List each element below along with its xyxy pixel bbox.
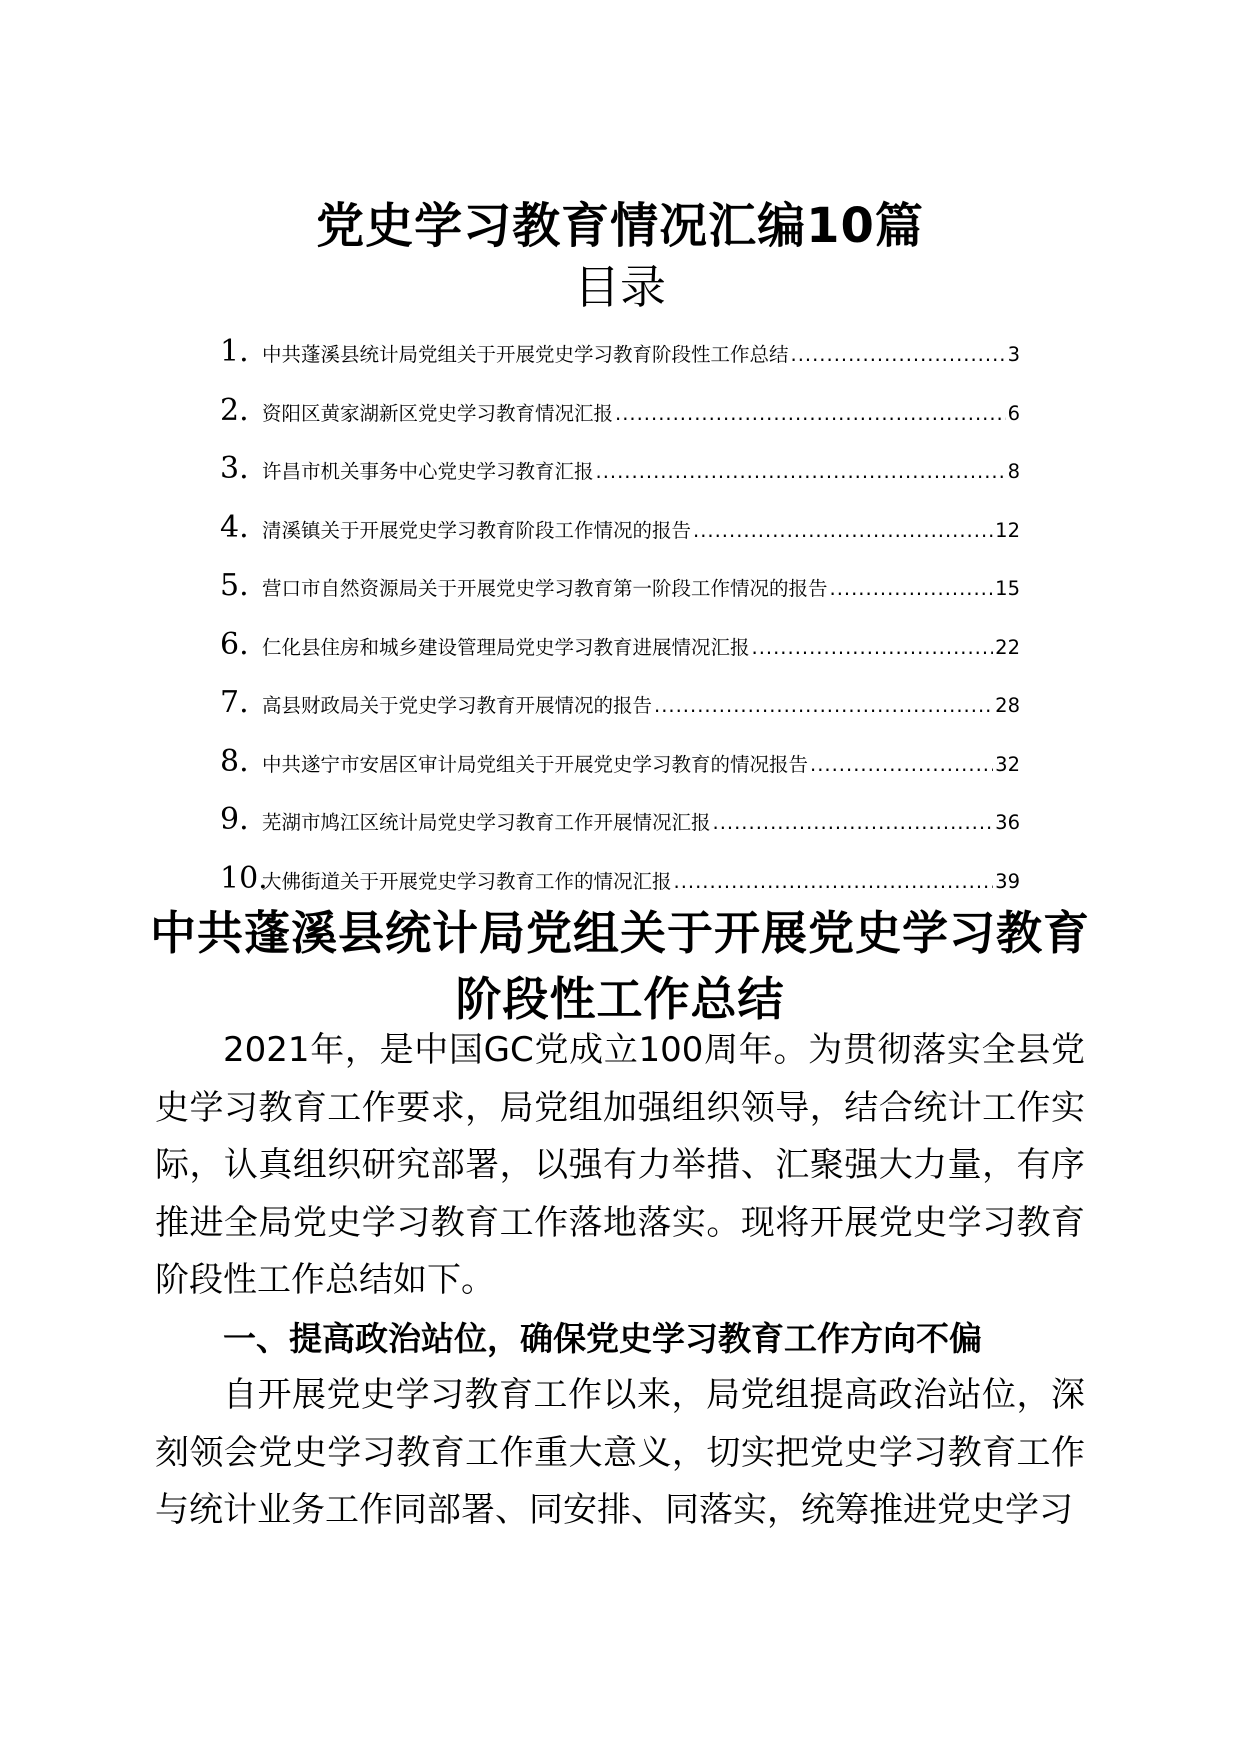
- toc-item-page: 28: [995, 694, 1020, 717]
- toc-item-title: 芜湖市鸠江区统计局党史学习教育工作开展情况汇报: [262, 811, 711, 834]
- toc-item-number: 10.: [220, 860, 268, 896]
- toc-item-number: 5.: [220, 568, 249, 603]
- toc-item-page: 39: [995, 869, 1020, 893]
- toc-leader-dots: [674, 870, 994, 893]
- toc-item[interactable]: [220, 802, 1020, 861]
- toc-leader-dots: [791, 343, 1006, 366]
- toc-item[interactable]: [220, 334, 1020, 393]
- toc-item-title: 许昌市机关事务中心党史学习教育汇报: [262, 460, 594, 483]
- toc-leader-dots: [830, 577, 994, 600]
- toc-item-page: 32: [995, 752, 1020, 776]
- toc-item-page: 12: [995, 518, 1020, 542]
- toc-item-page: 22: [995, 635, 1020, 659]
- toc-item[interactable]: [220, 744, 1020, 803]
- toc-item-page: 6: [1007, 401, 1020, 425]
- toc-item[interactable]: [220, 685, 1020, 744]
- toc-leader-dots: [654, 694, 993, 717]
- article-title-line-2: 阶段性工作总结: [455, 972, 785, 1026]
- toc-item-number: 6.: [220, 626, 249, 662]
- toc-item[interactable]: [220, 451, 1020, 510]
- toc-leader-dots: [752, 636, 994, 659]
- toc-item[interactable]: [220, 568, 1020, 627]
- toc-leader-dots: [615, 402, 1006, 425]
- toc-item-number: 4.: [220, 509, 249, 545]
- toc-item-title: 营口市自然资源局关于开展党史学习教育第一阶段工作情况的报告: [262, 577, 828, 600]
- toc-item-number: 9.: [220, 802, 249, 837]
- toc-item-title: 资阳区黄家湖新区党史学习教育情况汇报: [262, 401, 614, 425]
- toc-item-number: 3.: [220, 451, 249, 486]
- toc-item-page: 8: [1007, 460, 1020, 483]
- toc-heading: 目录: [574, 260, 666, 314]
- toc-leader-dots: [713, 811, 994, 834]
- toc-leader-dots: [810, 753, 993, 776]
- toc-item-title: 中共遂宁市安居区审计局党组关于开展党史学习教育的情况报告: [262, 752, 809, 776]
- table-of-contents: [220, 334, 1020, 919]
- toc-item-number: 8.: [220, 743, 249, 779]
- toc-item-number: 1.: [220, 334, 249, 369]
- toc-item[interactable]: [220, 627, 1020, 686]
- article-body: [155, 1022, 1085, 1540]
- toc-leader-dots: [693, 519, 993, 542]
- article-title-line-1: 中共蓬溪县统计局党组关于开展党史学习教育: [150, 906, 1090, 960]
- toc-item-title: 大佛街道关于开展党史学习教育工作的情况汇报: [262, 869, 672, 893]
- toc-item[interactable]: [220, 510, 1020, 569]
- toc-item[interactable]: [220, 393, 1020, 452]
- body-paragraph: 2021年，是中国GC党成立100周年。为贯彻落实全县党史学习教育工作要求，局党组加强组织领导，结合统计工作实际，认真组织研究部署，以强有力举措、汇聚强大力量，有序推进全局党史学习教育工作落地落实。现将开展党史学习教育阶段性工作总结如下。: [155, 1030, 1085, 1300]
- toc-item-page: 15: [995, 577, 1020, 600]
- toc-leader-dots: [596, 460, 1006, 483]
- toc-item-title: 高县财政局关于党史学习教育开展情况的报告: [262, 694, 653, 717]
- document-title: 党史学习教育情况汇编10篇: [316, 198, 924, 254]
- toc-item-number: 2.: [220, 392, 249, 428]
- toc-item-number: 7.: [220, 685, 249, 720]
- toc-item-page: 3: [1007, 343, 1020, 366]
- article-title: [0, 900, 1240, 1032]
- toc-item-title: 中共蓬溪县统计局党组关于开展党史学习教育阶段性工作总结: [262, 343, 789, 366]
- toc-item-title: 仁化县住房和城乡建设管理局党史学习教育进展情况汇报: [262, 635, 750, 659]
- toc-item-page: 36: [995, 811, 1020, 834]
- section-heading: 一、提高政治站位，确保党史学习教育工作方向不偏: [223, 1318, 982, 1358]
- body-paragraph: 自开展党史学习教育工作以来，局党组提高政治站位，深刻领会党史学习教育工作重大意义，切实把党史学习教育工作与统计业务工作同部署、同安排、同落实，统筹推进党史学习: [155, 1375, 1085, 1530]
- toc-item-title: 清溪镇关于开展党史学习教育阶段工作情况的报告: [262, 518, 692, 542]
